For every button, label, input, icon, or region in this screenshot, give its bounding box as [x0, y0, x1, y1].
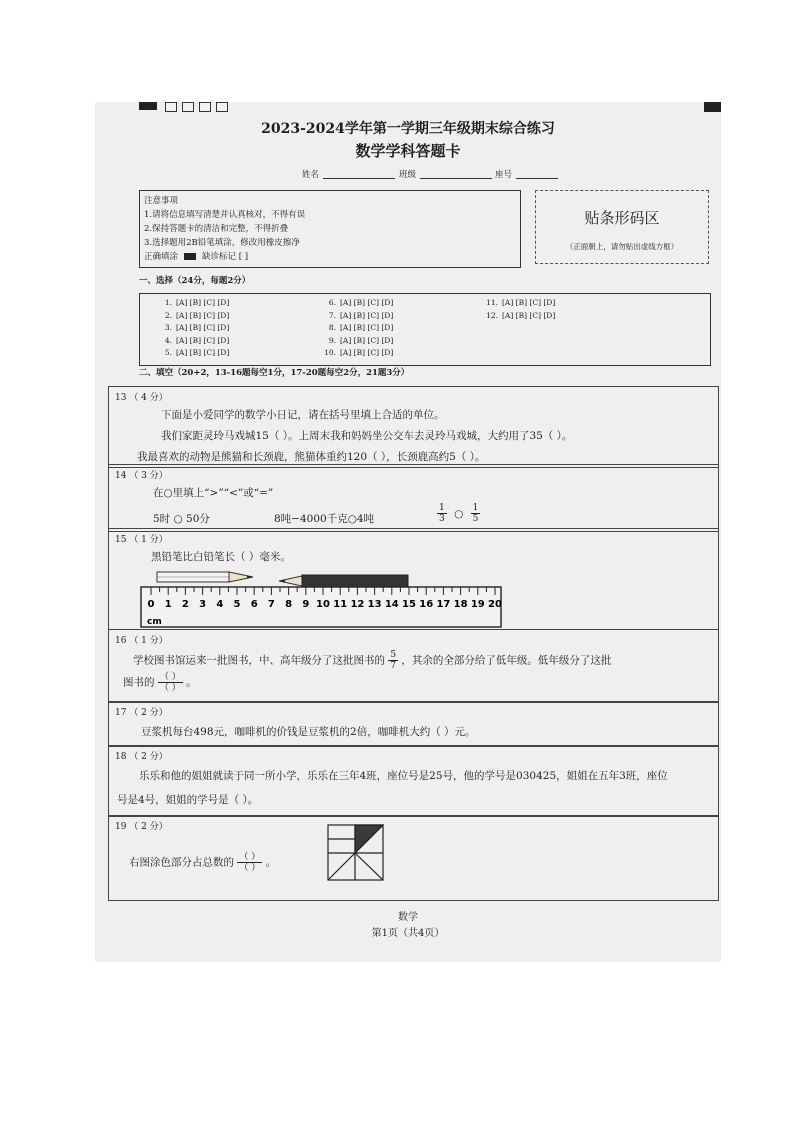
missing-mark-label: 缺诊标记 [ ] — [202, 252, 249, 262]
choice-row-11[interactable] — [482, 298, 555, 307]
q15-text: 黑铅笔比白铅笔长（ ）毫米。 — [151, 551, 291, 563]
q14-item-a: 5时 ○ 50分 — [153, 513, 210, 525]
question-number: 18 （ 2 分） — [115, 752, 168, 762]
pencils-and-ruler — [139, 569, 509, 629]
q16-line2 — [123, 672, 197, 693]
fraction-right: $\frac{1}{5}$ — [472, 503, 479, 524]
ruler-label: 9 — [302, 599, 310, 610]
choice-number: 5. — [164, 348, 172, 357]
compare-circle[interactable]: ○ — [454, 507, 464, 520]
q19-text-b: 。 — [265, 856, 277, 869]
shaded-square-figure — [327, 824, 385, 882]
choice-options[interactable]: [A] [B] [C] [D] — [340, 335, 394, 345]
q14-item-c — [437, 503, 480, 524]
choice-number: 2. — [164, 310, 172, 320]
class-label: 班级 — [399, 170, 417, 180]
question-19 — [108, 815, 719, 901]
fraction-five-sevenths: $\frac{5}{7}$ — [390, 650, 397, 671]
mark-square — [216, 102, 228, 112]
barcode-area — [535, 190, 709, 264]
ruler-label: 11 — [333, 599, 348, 610]
q14-instruction: 在○里填上“>”“<”或“=” — [153, 487, 274, 499]
choice-options[interactable]: [A] [B] [C] [D] — [176, 323, 230, 332]
ruler-label: 2 — [181, 599, 189, 610]
ruler-label: 14 — [384, 599, 399, 610]
mark-square — [165, 102, 177, 112]
choice-options[interactable]: [A] [B] [C] [D] — [340, 323, 394, 332]
question-number: 15 （ 1 分） — [115, 535, 168, 545]
answer-sheet — [95, 102, 721, 962]
choice-number: 1. — [164, 298, 172, 307]
registration-mark-right — [704, 102, 721, 112]
seat-label: 座号 — [495, 170, 513, 180]
question-18 — [108, 745, 719, 817]
choice-options[interactable]: [A] [B] [C] [D] — [340, 298, 394, 307]
question-13 — [108, 386, 719, 468]
white-pencil — [157, 572, 253, 582]
question-number: 14 （ 3 分） — [115, 471, 168, 481]
page-subtitle: 数学学科答题卡 — [355, 142, 461, 160]
choice-options[interactable]: [A] [B] [C] [D] — [340, 348, 394, 357]
q14-item-b: 8吨−4000千克○4吨 — [274, 513, 375, 525]
q16-text-d: 。 — [186, 676, 197, 689]
choice-row-6[interactable] — [320, 298, 393, 307]
question-17 — [108, 701, 719, 747]
choice-number: 6. — [328, 298, 336, 307]
choice-row-3[interactable] — [156, 323, 229, 332]
choice-row-5[interactable] — [156, 348, 229, 357]
question-number: 13 （ 4 分） — [115, 393, 168, 403]
section2-title: 二、填空（20+2，13-16题每空1分，17-20题每空2分，21题3分） — [139, 368, 410, 378]
question-number: 17 （ 2 分） — [115, 708, 168, 718]
choice-grid — [139, 293, 711, 366]
ruler-label: 12 — [350, 599, 365, 610]
choice-number: 4. — [164, 335, 172, 345]
choice-row-12[interactable] — [482, 311, 555, 320]
registration-mark-left — [139, 102, 157, 110]
q13-line3: 我最喜欢的动物是熊猫和长颈鹿，熊猫体重约120（ ），长颈鹿高约5（ ）。 — [137, 451, 486, 463]
notice-item: 1.请将信息填写清楚并认真核对，不得有误 — [144, 210, 306, 220]
section1-title: 一、选择（24分，每题2分） — [139, 276, 251, 286]
name-label: 姓名 — [302, 170, 320, 180]
choice-options[interactable]: [A] [B] [C] [D] — [176, 348, 230, 357]
footer-subject: 数学 — [398, 912, 418, 923]
choice-options[interactable]: [A] [B] [C] [D] — [176, 310, 230, 320]
ruler-label: 7 — [267, 599, 275, 610]
ruler-label: 17 — [436, 599, 451, 610]
q19-line1 — [129, 852, 276, 873]
q16-text-b: ，其余的全部分给了低年级。低年级分了这批 — [401, 654, 612, 667]
q13-line2: 我们家距灵玲马戏城15（ ）。上周末我和妈妈坐公交车去灵玲马戏城，大约用了35（ ）。 — [161, 430, 573, 442]
question-number: 16 （ 1 分） — [115, 636, 168, 646]
page-title: 2023-2024学年第一学期三年级期末综合练习 — [261, 121, 555, 137]
notice-item: 2.保持答题卡的清洁和完整，不得折叠 — [144, 224, 289, 234]
ruler-label: 10 — [316, 599, 330, 610]
ruler-label: 13 — [367, 599, 382, 610]
correct-fill-label: 正确填涂 — [144, 252, 179, 262]
footer-page-number: 第1页（共4页） — [371, 928, 445, 939]
choice-row-1[interactable] — [156, 298, 229, 307]
fill-example — [144, 250, 248, 262]
notice-box — [139, 190, 521, 268]
choice-number: 12. — [486, 310, 498, 320]
ruler — [141, 587, 502, 627]
choice-row-9[interactable] — [320, 336, 393, 345]
choice-row-7[interactable] — [320, 311, 393, 320]
q17-text: 豆浆机每台498元，咖啡机的价钱是豆浆机的2倍，咖啡机大约（ ）元。 — [141, 726, 476, 738]
ruler-label: 15 — [402, 599, 416, 610]
q18-line2: 号是4号，姐姐的学号是（ ）。 — [117, 794, 259, 806]
choice-options[interactable]: [A] [B] [C] [D] — [176, 298, 230, 307]
choice-options[interactable]: [A] [B] [C] [D] — [502, 310, 556, 320]
ruler-label: 18 — [453, 599, 468, 610]
fraction-left: $\frac{1}{3}$ — [439, 503, 445, 524]
ruler-label: 19 — [470, 599, 485, 610]
choice-row-2[interactable] — [156, 311, 229, 320]
choice-number: 7. — [328, 310, 336, 320]
q13-intro: 下面是小爱同学的数学小日记，请在括号里填上合适的单位。 — [161, 409, 445, 421]
barcode-note: （正面朝上，请勿贴出虚线方框） — [565, 242, 679, 251]
ruler-label: 8 — [285, 599, 293, 610]
choice-row-8[interactable] — [320, 323, 393, 332]
class-field[interactable] — [420, 178, 492, 179]
ruler-label: 5 — [233, 599, 241, 610]
q16-text-c: 图书的 — [123, 676, 155, 689]
black-pencil — [279, 575, 408, 587]
q19-text-a: 右图涂色部分占总数的 — [129, 856, 234, 869]
filled-mark — [184, 253, 196, 260]
ruler-label: 1 — [164, 599, 172, 610]
ruler-label: 4 — [216, 599, 224, 610]
choice-options[interactable]: [A] [B] [C] [D] — [340, 310, 394, 320]
answer-fraction-blank[interactable]: $\frac{( )}{( )}$ — [159, 672, 181, 693]
q16-line1 — [133, 650, 611, 671]
ruler-label: 16 — [419, 599, 434, 610]
ruler-label: 20 — [488, 599, 502, 610]
choice-number: 3. — [164, 323, 172, 332]
choice-number: 9. — [328, 335, 336, 345]
choice-number: 11. — [486, 298, 498, 307]
choice-options[interactable]: [A] [B] [C] [D] — [176, 335, 230, 345]
notice-heading: 注意事项 — [144, 196, 179, 206]
mark-square — [182, 102, 194, 112]
choice-options[interactable]: [A] [B] [C] [D] — [502, 298, 556, 307]
question-15 — [108, 528, 719, 630]
question-16 — [108, 629, 719, 703]
choice-row-10[interactable] — [320, 348, 393, 357]
ruler-label: 0 — [147, 599, 155, 610]
question-number: 19 （ 2 分） — [115, 822, 168, 832]
ruler-unit: cm — [147, 617, 162, 627]
notice-item: 3.选择题用2B铅笔填涂，修改用橡皮擦净 — [144, 238, 300, 248]
name-field[interactable] — [323, 178, 395, 179]
barcode-title: 贴条形码区 — [584, 209, 660, 227]
ruler-label: 6 — [250, 599, 258, 610]
question-14 — [108, 464, 719, 532]
mark-square — [199, 102, 211, 112]
seat-field[interactable] — [516, 178, 558, 179]
choice-number: 10. — [324, 348, 336, 357]
choice-row-4[interactable] — [156, 336, 229, 345]
answer-fraction-blank[interactable]: $\frac{( )}{( )}$ — [239, 852, 261, 873]
q16-text-a: 学校图书馆运来一批图书，中、高年级分了这批图书的 — [133, 654, 385, 667]
q18-line1: 乐乐和他的姐姐就读于同一所小学，乐乐在三年4班，座位号是25号，他的学号是030425，姐姐在五年3班，座位 — [139, 770, 668, 782]
choice-number: 8. — [328, 323, 336, 332]
ruler-label: 3 — [199, 599, 207, 610]
